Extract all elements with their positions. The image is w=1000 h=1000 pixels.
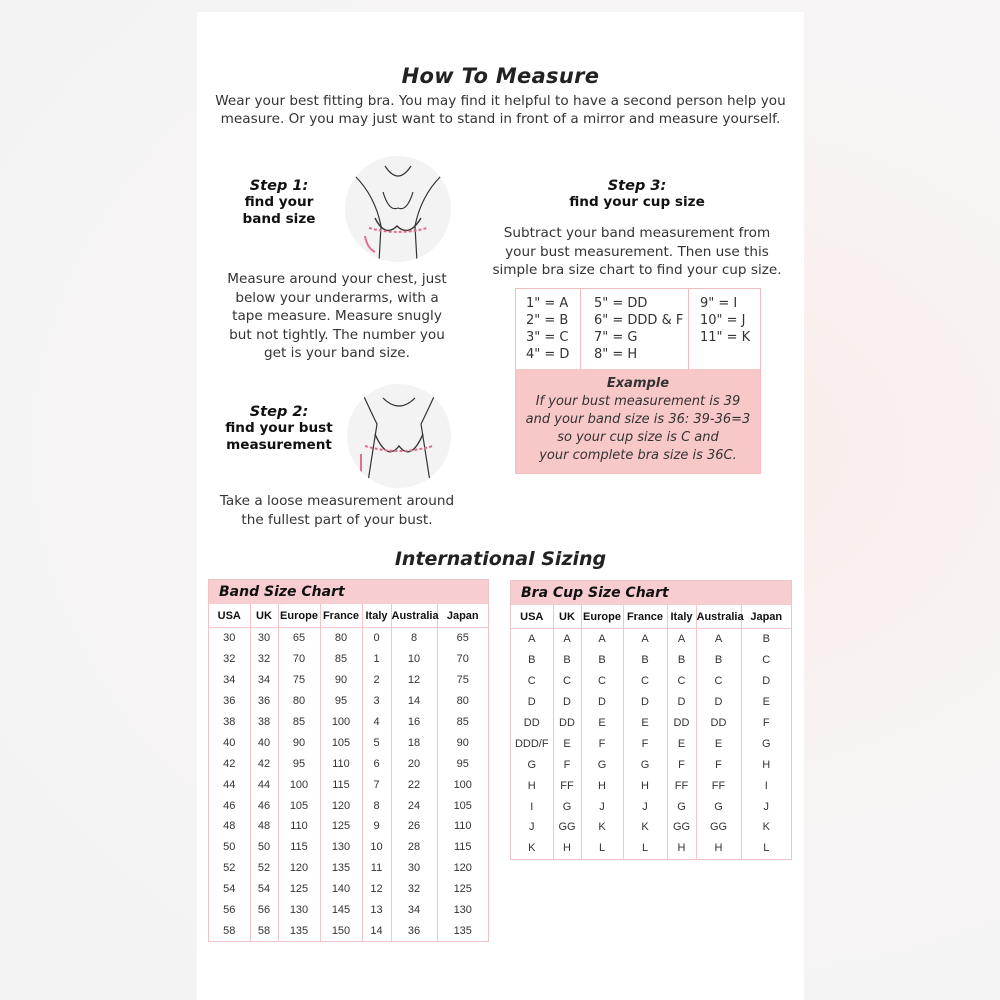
table-cell: 42 bbox=[250, 753, 278, 774]
table-cell: L bbox=[581, 838, 623, 859]
band-table-row bbox=[209, 691, 488, 712]
formula-item: 7" = G bbox=[594, 330, 638, 345]
table-cell: 36 bbox=[250, 691, 278, 712]
table-cell: 20 bbox=[391, 753, 437, 774]
step3-subtitle: find your cup size bbox=[569, 194, 705, 210]
table-cell: 90 bbox=[278, 732, 320, 753]
table-cell: D bbox=[762, 675, 771, 688]
formula-item: 1" = A bbox=[526, 296, 569, 311]
table-cell: B bbox=[667, 650, 696, 671]
table-cell: K bbox=[581, 817, 623, 838]
table-cell: E bbox=[623, 713, 667, 734]
table-cell: 10 bbox=[362, 837, 391, 858]
table-cell: E bbox=[696, 733, 741, 754]
table-cell: 80 bbox=[278, 691, 320, 712]
band-size-chart bbox=[208, 579, 489, 942]
column-header: UK bbox=[250, 604, 278, 628]
table-cell: 0 bbox=[362, 628, 391, 649]
band-table-row bbox=[209, 816, 488, 837]
table-cell: DD bbox=[553, 713, 581, 734]
column-header: France bbox=[320, 604, 362, 628]
formula-item: 3" = C bbox=[526, 330, 569, 345]
table-cell: B bbox=[511, 650, 553, 671]
table-cell: D bbox=[696, 692, 741, 713]
cup-table-row bbox=[511, 671, 791, 692]
step3-heading bbox=[497, 178, 777, 211]
table-cell: E bbox=[762, 696, 770, 709]
table-cell: 46 bbox=[209, 795, 250, 816]
table-cell: 50 bbox=[250, 837, 278, 858]
table-cell: 32 bbox=[391, 879, 437, 900]
step2-subtitle-line2: measurement bbox=[226, 437, 332, 453]
step2-title: Step 2: bbox=[249, 404, 309, 420]
table-cell: 30 bbox=[391, 858, 437, 879]
table-cell: 50 bbox=[209, 837, 250, 858]
table-cell: B bbox=[696, 650, 741, 671]
column-header: Australia bbox=[696, 605, 741, 629]
table-cell: 30 bbox=[250, 628, 278, 649]
table-cell: 120 bbox=[320, 795, 362, 816]
table-cell: 22 bbox=[391, 774, 437, 795]
table-cell: 105 bbox=[453, 799, 472, 812]
table-cell: 12 bbox=[391, 670, 437, 691]
table-cell: C bbox=[696, 671, 741, 692]
table-cell: 58 bbox=[209, 920, 250, 941]
table-cell: H bbox=[623, 775, 667, 796]
table-cell: 34 bbox=[391, 900, 437, 921]
formula-item: 4" = D bbox=[526, 347, 570, 362]
table-cell: 75 bbox=[278, 670, 320, 691]
table-cell: C bbox=[667, 671, 696, 692]
formula-item: 6" = DDD & F bbox=[594, 313, 684, 328]
table-cell: 105 bbox=[278, 795, 320, 816]
table-cell: E bbox=[581, 713, 623, 734]
formula-divider bbox=[688, 289, 689, 369]
table-cell: 16 bbox=[391, 712, 437, 733]
table-cell: 38 bbox=[209, 712, 250, 733]
table-cell: 34 bbox=[209, 670, 250, 691]
table-cell: A bbox=[696, 629, 741, 650]
column-header: Australia bbox=[391, 604, 437, 628]
table-cell: 34 bbox=[250, 670, 278, 691]
column-header: Italy bbox=[667, 605, 696, 629]
table-cell: 125 bbox=[453, 883, 472, 896]
example-line: so your cup size is C and bbox=[557, 430, 719, 445]
column-header: UK bbox=[553, 605, 581, 629]
table-cell: G bbox=[761, 737, 771, 750]
table-cell: 36 bbox=[209, 691, 250, 712]
band-size-table bbox=[209, 604, 488, 941]
table-cell: 135 bbox=[453, 924, 472, 937]
table-cell: GG bbox=[667, 817, 696, 838]
table-cell: 95 bbox=[320, 691, 362, 712]
step2-subtitle-line1: find your bust bbox=[225, 420, 333, 436]
table-cell: 56 bbox=[250, 900, 278, 921]
table-cell: C bbox=[553, 671, 581, 692]
table-cell: L bbox=[763, 842, 770, 855]
band-table-row bbox=[209, 712, 488, 733]
table-cell: DD bbox=[511, 713, 553, 734]
table-cell: 32 bbox=[250, 649, 278, 670]
table-cell: 14 bbox=[362, 920, 391, 941]
table-cell: D bbox=[553, 692, 581, 713]
step1-subtitle-line2: band size bbox=[242, 211, 316, 227]
table-cell: 115 bbox=[320, 774, 362, 795]
band-table-row bbox=[209, 628, 488, 649]
cup-table-row bbox=[511, 629, 791, 650]
table-cell: 3 bbox=[362, 691, 391, 712]
table-cell: 70 bbox=[456, 653, 469, 666]
table-cell: F bbox=[581, 733, 623, 754]
table-cell: B bbox=[553, 650, 581, 671]
cup-table-row bbox=[511, 775, 791, 796]
table-cell: 125 bbox=[320, 816, 362, 837]
table-cell: J bbox=[763, 800, 769, 813]
step3-title: Step 3: bbox=[607, 178, 667, 194]
table-cell: FF bbox=[667, 775, 696, 796]
table-cell: 42 bbox=[209, 753, 250, 774]
table-cell: 14 bbox=[391, 691, 437, 712]
formula-item: 11" = K bbox=[700, 330, 751, 345]
table-cell: GG bbox=[553, 817, 581, 838]
table-cell: 10 bbox=[391, 649, 437, 670]
formula-column-2 bbox=[594, 295, 683, 363]
cup-size-table bbox=[511, 605, 791, 859]
formula-item: 9" = I bbox=[700, 296, 738, 311]
band-chart-title: Band Size Chart bbox=[209, 580, 488, 604]
table-cell: 130 bbox=[453, 904, 472, 917]
example-line: and your band size is 36: 39-36=3 bbox=[525, 412, 751, 427]
band-table-row bbox=[209, 858, 488, 879]
formula-item: 2" = B bbox=[526, 313, 569, 328]
example-line: your complete bra size is 36C. bbox=[539, 448, 737, 463]
column-header: Japan bbox=[437, 604, 488, 628]
table-cell: 48 bbox=[209, 816, 250, 837]
table-cell: A bbox=[511, 629, 553, 650]
table-cell: 48 bbox=[250, 816, 278, 837]
formula-divider bbox=[580, 289, 581, 369]
table-cell: 145 bbox=[320, 900, 362, 921]
table-cell: 75 bbox=[456, 674, 469, 687]
table-cell: FF bbox=[553, 775, 581, 796]
table-cell: 46 bbox=[250, 795, 278, 816]
step1-text: Measure around your chest, just below your underarms, with a tape measure. Measure snugly but not tightly. The number you get is your band size. bbox=[227, 271, 447, 361]
table-cell: K bbox=[511, 838, 553, 859]
table-cell: J bbox=[581, 796, 623, 817]
band-table-row bbox=[209, 732, 488, 753]
band-table-row bbox=[209, 837, 488, 858]
table-cell: C bbox=[623, 671, 667, 692]
table-cell: 90 bbox=[320, 670, 362, 691]
table-cell: G bbox=[511, 754, 553, 775]
step1-heading bbox=[215, 178, 343, 228]
table-cell: H bbox=[696, 838, 741, 859]
table-cell: H bbox=[581, 775, 623, 796]
formula-column-3 bbox=[700, 295, 750, 346]
cup-table-row bbox=[511, 713, 791, 734]
example-box bbox=[516, 369, 760, 473]
table-cell: A bbox=[553, 629, 581, 650]
table-cell: GG bbox=[696, 817, 741, 838]
cup-table-row bbox=[511, 692, 791, 713]
table-cell: 90 bbox=[456, 736, 469, 749]
table-cell: 38 bbox=[250, 712, 278, 733]
table-cell: 56 bbox=[209, 900, 250, 921]
table-cell: H bbox=[553, 838, 581, 859]
table-cell: C bbox=[511, 671, 553, 692]
table-cell: H bbox=[511, 775, 553, 796]
table-cell: 2 bbox=[362, 670, 391, 691]
table-cell: 44 bbox=[209, 774, 250, 795]
table-cell: 70 bbox=[278, 649, 320, 670]
table-cell: 85 bbox=[456, 716, 469, 728]
table-cell: 44 bbox=[250, 774, 278, 795]
table-cell: D bbox=[581, 692, 623, 713]
table-cell: E bbox=[553, 733, 581, 754]
table-cell: L bbox=[623, 838, 667, 859]
table-cell: E bbox=[667, 733, 696, 754]
table-cell: 28 bbox=[391, 837, 437, 858]
international-sizing-title: International Sizing bbox=[394, 548, 607, 570]
table-cell: G bbox=[553, 796, 581, 817]
table-cell: H bbox=[762, 758, 771, 771]
table-cell: DD bbox=[696, 713, 741, 734]
table-cell: K bbox=[623, 817, 667, 838]
table-cell: 130 bbox=[278, 900, 320, 921]
table-cell: A bbox=[581, 629, 623, 650]
table-cell: F bbox=[696, 754, 741, 775]
table-cell: 100 bbox=[453, 778, 472, 791]
table-cell: 52 bbox=[250, 858, 278, 879]
table-cell: 9 bbox=[362, 816, 391, 837]
column-header: Italy bbox=[362, 604, 391, 628]
band-measure-illustration bbox=[345, 156, 451, 262]
page-title: How To Measure bbox=[401, 64, 600, 88]
table-cell: FF bbox=[696, 775, 741, 796]
table-cell: 85 bbox=[278, 712, 320, 733]
table-cell: 1 bbox=[362, 649, 391, 670]
table-cell: G bbox=[623, 754, 667, 775]
table-cell: J bbox=[623, 796, 667, 817]
table-cell: F bbox=[553, 754, 581, 775]
table-cell: D bbox=[667, 692, 696, 713]
intro-text: Wear your best fitting bra. You may find it helpful to have a second person help you measure. Or you may just want to stand in front of a mirror and measure yourself. bbox=[215, 93, 786, 127]
table-cell: 40 bbox=[209, 732, 250, 753]
bust-measure-illustration bbox=[347, 384, 451, 488]
table-cell: 13 bbox=[362, 900, 391, 921]
formula-item: 8" = H bbox=[594, 347, 638, 362]
table-cell: B bbox=[762, 633, 770, 646]
band-table-row bbox=[209, 753, 488, 774]
table-cell: 30 bbox=[209, 628, 250, 649]
table-cell: 80 bbox=[320, 628, 362, 649]
table-cell: 85 bbox=[320, 649, 362, 670]
cup-table-row bbox=[511, 754, 791, 775]
table-cell: 26 bbox=[391, 816, 437, 837]
table-cell: 95 bbox=[278, 753, 320, 774]
cup-table-row bbox=[511, 733, 791, 754]
table-cell: 120 bbox=[278, 858, 320, 879]
band-table-row bbox=[209, 920, 488, 941]
table-cell: I bbox=[764, 779, 768, 792]
table-cell: F bbox=[762, 717, 770, 729]
cup-chart-title: Bra Cup Size Chart bbox=[511, 581, 791, 605]
table-cell: 125 bbox=[278, 879, 320, 900]
table-cell: 135 bbox=[320, 858, 362, 879]
cup-table-row bbox=[511, 817, 791, 838]
table-cell: 150 bbox=[320, 920, 362, 941]
table-cell: 80 bbox=[456, 695, 469, 708]
table-cell: 8 bbox=[362, 795, 391, 816]
table-cell: G bbox=[696, 796, 741, 817]
table-cell: C bbox=[581, 671, 623, 692]
band-table-row bbox=[209, 879, 488, 900]
table-cell: 105 bbox=[320, 732, 362, 753]
band-table-row bbox=[209, 774, 488, 795]
table-cell: D bbox=[511, 692, 553, 713]
cup-table-row bbox=[511, 796, 791, 817]
table-cell: 32 bbox=[209, 649, 250, 670]
formula-item: 10" = J bbox=[700, 313, 746, 328]
table-cell: G bbox=[667, 796, 696, 817]
table-cell: 12 bbox=[362, 879, 391, 900]
table-cell: 120 bbox=[453, 862, 472, 875]
example-title: Example bbox=[606, 376, 670, 391]
table-cell: F bbox=[623, 733, 667, 754]
column-header: USA bbox=[209, 604, 250, 628]
table-cell: 36 bbox=[391, 920, 437, 941]
step3-text: Subtract your band measurement from your bust measurement. Then use this simple bra size chart to find your cup size. bbox=[492, 225, 782, 278]
table-cell: 7 bbox=[362, 774, 391, 795]
table-cell: 65 bbox=[278, 628, 320, 649]
table-cell: H bbox=[667, 838, 696, 859]
table-cell: J bbox=[511, 817, 553, 838]
torso-band-icon bbox=[345, 156, 451, 262]
band-table-row bbox=[209, 649, 488, 670]
table-cell: 115 bbox=[278, 837, 320, 858]
table-cell: 11 bbox=[362, 858, 391, 879]
table-cell: 100 bbox=[320, 712, 362, 733]
table-cell: A bbox=[623, 629, 667, 650]
table-cell: A bbox=[667, 629, 696, 650]
table-cell: 8 bbox=[391, 628, 437, 649]
table-cell: 58 bbox=[250, 920, 278, 941]
table-cell: 140 bbox=[320, 879, 362, 900]
table-cell: 6 bbox=[362, 753, 391, 774]
table-cell: 110 bbox=[278, 816, 320, 837]
column-header: Europe bbox=[278, 604, 320, 628]
torso-bust-icon bbox=[347, 384, 451, 488]
band-table-row bbox=[209, 670, 488, 691]
table-cell: B bbox=[623, 650, 667, 671]
formula-column-1 bbox=[526, 295, 569, 363]
table-cell: 100 bbox=[278, 774, 320, 795]
table-cell: 54 bbox=[250, 879, 278, 900]
table-cell: B bbox=[581, 650, 623, 671]
table-cell: 130 bbox=[320, 837, 362, 858]
column-header: Japan bbox=[741, 605, 791, 629]
table-cell: C bbox=[762, 654, 771, 667]
band-table-row bbox=[209, 900, 488, 921]
size-guide-sheet bbox=[197, 12, 804, 1000]
table-cell: 110 bbox=[453, 820, 472, 833]
table-cell: DD bbox=[667, 713, 696, 734]
cup-size-chart bbox=[510, 580, 792, 860]
table-cell: 95 bbox=[456, 757, 469, 770]
table-cell: 40 bbox=[250, 732, 278, 753]
table-cell: 110 bbox=[320, 753, 362, 774]
column-header: Europe bbox=[581, 605, 623, 629]
step2-heading bbox=[215, 404, 343, 454]
table-cell: 135 bbox=[278, 920, 320, 941]
step1-subtitle-line1: find your bbox=[244, 194, 314, 210]
table-cell: 18 bbox=[391, 732, 437, 753]
example-line: If your bust measurement is 39 bbox=[535, 394, 741, 409]
cup-table-row bbox=[511, 838, 791, 859]
table-cell: 54 bbox=[209, 879, 250, 900]
table-cell: 52 bbox=[209, 858, 250, 879]
table-cell: I bbox=[511, 796, 553, 817]
column-header: France bbox=[623, 605, 667, 629]
table-cell: 4 bbox=[362, 712, 391, 733]
table-cell: D bbox=[623, 692, 667, 713]
table-cell: 5 bbox=[362, 732, 391, 753]
table-cell: 24 bbox=[391, 795, 437, 816]
column-header: USA bbox=[511, 605, 553, 629]
table-cell: G bbox=[581, 754, 623, 775]
table-cell: F bbox=[667, 754, 696, 775]
band-table-row bbox=[209, 795, 488, 816]
step2-text: Take a loose measurement around the fullest part of your bust. bbox=[219, 493, 455, 528]
table-cell: DDD/F bbox=[511, 733, 553, 754]
cup-formula-box bbox=[515, 288, 761, 474]
cup-table-row bbox=[511, 650, 791, 671]
table-cell: K bbox=[762, 821, 770, 834]
step1-title: Step 1: bbox=[249, 178, 309, 194]
table-cell: 65 bbox=[456, 632, 469, 645]
table-cell: 115 bbox=[453, 841, 472, 854]
formula-item: 5" = DD bbox=[594, 296, 648, 311]
